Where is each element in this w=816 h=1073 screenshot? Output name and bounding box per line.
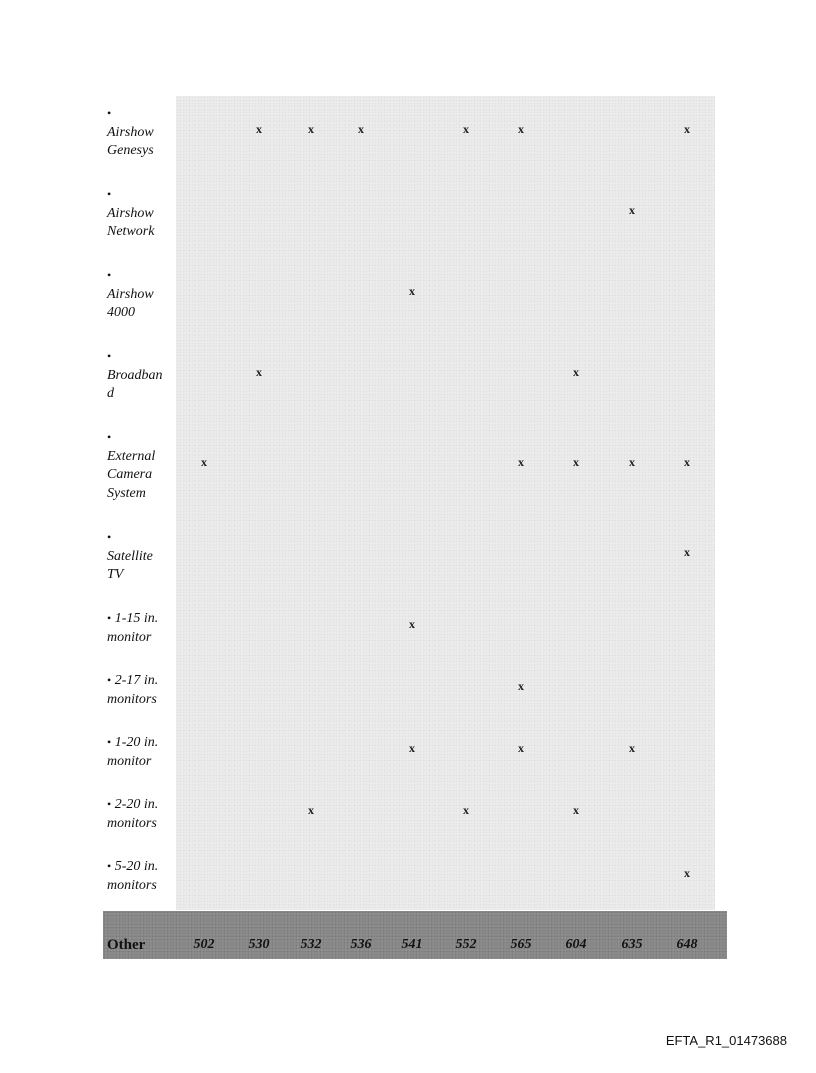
row-label-line: monitors [107, 691, 157, 707]
bullet-icon: • [107, 859, 112, 873]
column-header: 635 [621, 937, 643, 952]
x-mark: x [573, 803, 579, 817]
table-shaded-area [176, 96, 715, 910]
x-mark: x [573, 365, 579, 379]
bullet-icon: • [107, 430, 112, 444]
row-label [107, 528, 175, 585]
footer-row-label: Other [107, 937, 146, 953]
row-label-line: Airshow [107, 124, 154, 140]
row-label [107, 104, 175, 161]
column-header: 541 [401, 937, 423, 952]
row-label-line: Airshow [107, 205, 154, 221]
x-mark: x [409, 741, 415, 755]
x-mark: x [463, 803, 469, 817]
column-header: 565 [510, 937, 532, 952]
row-label-line: TV [107, 567, 124, 582]
x-mark: x [256, 122, 262, 136]
bullet-icon: • [107, 268, 112, 282]
x-mark: x [201, 455, 207, 469]
row-label [107, 428, 175, 503]
bullet-icon: • [107, 187, 112, 201]
row-label [107, 185, 175, 242]
row-label-line: Camera [107, 467, 153, 482]
x-mark: x [308, 122, 314, 136]
row-label [107, 609, 175, 647]
document-id: EFTA_R1_01473688 [665, 1033, 787, 1048]
bullet-icon: • [107, 611, 112, 625]
row-label-line: 1-15 in. [114, 611, 159, 626]
x-mark: x [684, 122, 690, 136]
x-mark: x [684, 455, 690, 469]
row-label [107, 266, 175, 323]
x-mark: x [409, 284, 415, 298]
x-mark: x [518, 741, 524, 755]
row-label-line: monitors [107, 877, 157, 893]
column-header: 552 [455, 937, 477, 952]
row-label-line: Broadban [107, 367, 163, 383]
x-mark: x [684, 545, 690, 559]
x-mark: x [256, 365, 262, 379]
bullet-icon: • [107, 530, 112, 544]
x-mark: x [409, 617, 415, 631]
bullet-icon: • [107, 797, 112, 811]
row-label-line: 2-17 in. [114, 673, 159, 688]
column-header: 530 [248, 937, 270, 952]
row-label-line: External [107, 448, 156, 464]
row-label-line: monitor [107, 753, 152, 769]
row-label-line: 2-20 in. [114, 797, 159, 812]
column-header: 604 [565, 937, 587, 952]
x-mark: x [629, 455, 635, 469]
x-mark: x [518, 122, 524, 136]
bullet-icon: • [107, 349, 112, 363]
x-mark: x [573, 455, 579, 469]
row-label-line: d [107, 386, 114, 401]
column-header: 502 [193, 937, 215, 952]
x-mark: x [308, 803, 314, 817]
row-label-line: monitors [107, 815, 157, 831]
x-mark: x [684, 866, 690, 880]
row-label [107, 795, 175, 833]
row-label-line: Airshow [107, 286, 154, 302]
x-mark: x [463, 122, 469, 136]
x-mark: x [629, 741, 635, 755]
x-mark: x [518, 679, 524, 693]
row-label [107, 671, 175, 709]
row-label-line: Satellite [107, 548, 153, 564]
column-header: 536 [350, 937, 372, 952]
x-mark: x [358, 122, 364, 136]
row-label-line: 4000 [107, 305, 135, 320]
bullet-icon: • [107, 673, 112, 687]
bullet-icon: • [107, 106, 112, 120]
row-label-line: 1-20 in. [114, 735, 159, 750]
row-label [107, 857, 175, 895]
row-label-line: System [107, 485, 146, 501]
row-label-line: Network [107, 224, 155, 239]
row-label [107, 347, 175, 404]
x-mark: x [629, 203, 635, 217]
row-label-line: 5-20 in. [114, 859, 159, 874]
row-label-line: Genesys [107, 143, 154, 158]
column-header: 648 [676, 937, 698, 952]
bullet-icon: • [107, 735, 112, 749]
row-label-line: monitor [107, 629, 152, 645]
row-label [107, 733, 175, 771]
column-header: 532 [300, 937, 322, 952]
x-mark: x [518, 455, 524, 469]
